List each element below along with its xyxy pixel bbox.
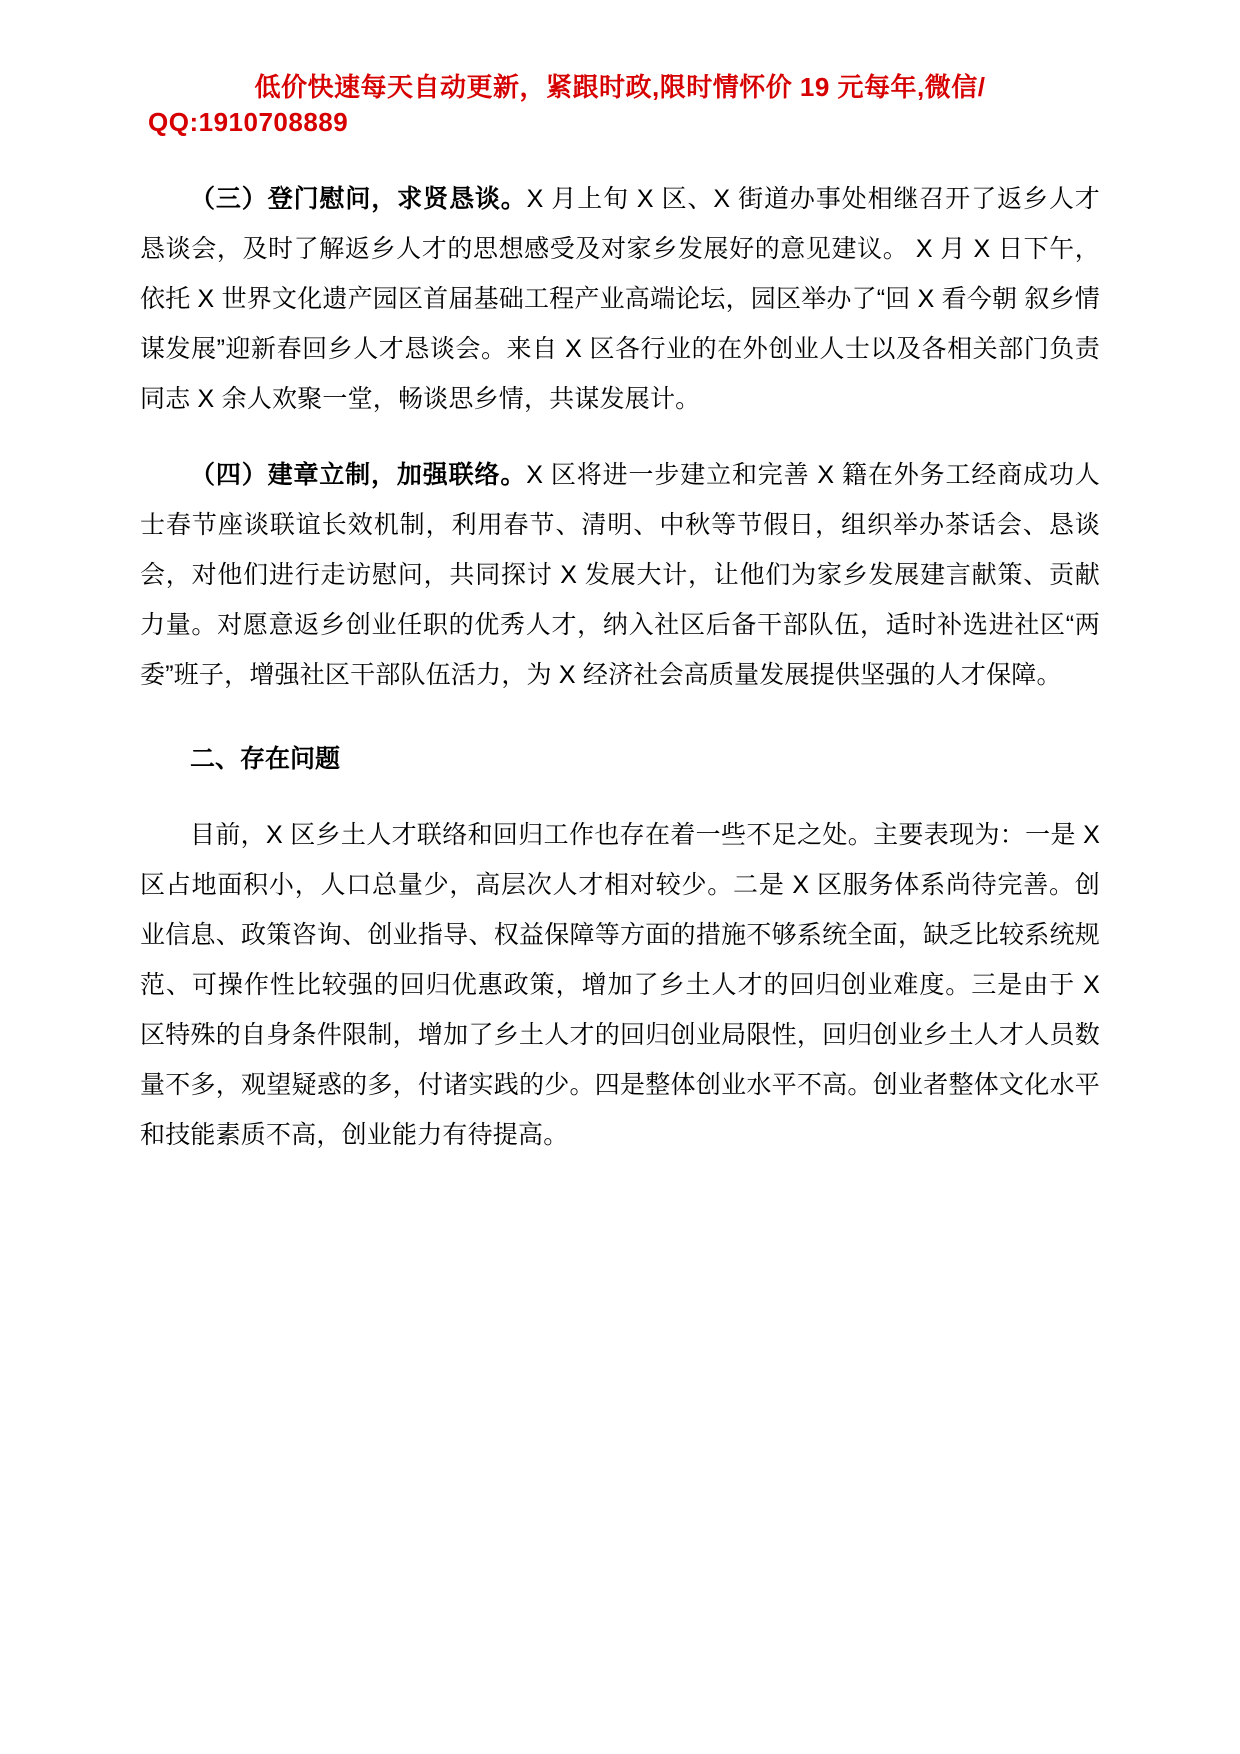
paragraph-four-lead: （四）建章立制，加强联络。 — [190, 461, 527, 490]
paragraph-section-four — [140, 450, 1100, 700]
paragraph-three-lead: （三）登门慰问，求贤恳谈。 — [190, 185, 527, 214]
promo-banner — [140, 70, 1100, 140]
promo-banner-line-1: 低价快速每天自动更新，紧跟时政,限时情怀价 19 元每年,微信/ — [254, 72, 986, 102]
section-heading-two: 二、存在问题 — [190, 745, 341, 774]
paragraph-four-text: X 区将进一步建立和完善 X 籍在外务工经商成功人士春节座谈联谊长效机制，利用春节、清明、中秋等节假日，组织举办茶话会、恳谈会，对他们进行走访慰问，共同探讨 X 发展大计，让他们为家乡发展建言献策、贡献力量。对愿意返乡创业任职的优秀人才，纳入社区后备干部队伍，适时补选进社区“两委”班子，增强社区干部队伍活力，为 X 经济社会高质量发展提供坚强的人才保障。 — [140, 461, 1100, 690]
paragraph-section-two-body: 目前，X 区乡土人才联络和回归工作也存在着一些不足之处。主要表现为：一是 X 区占地面积小，人口总量少，高层次人才相对较少。二是 X 区服务体系尚待完善。创业信息、政策咨询、创业指导、权益保障等方面的措施不够系统全面，缺乏比较系统规范、可操作性比较强的回归优惠政策，增加了乡土人才的回归创业难度。三是由于 X 区特殊的自身条件限制，增加了乡土人才的回归创业局限性，回归创业乡土人才人员数量不多，观望疑惑的多，付诸实践的少。四是整体创业水平不高。创业者整体文化水平和技能素质不高，创业能力有待提高。 — [140, 821, 1100, 1150]
paragraph-section-three — [140, 174, 1100, 424]
paragraph-three-text: X 月上旬 X 区、X 街道办事处相继召开了返乡人才恳谈会，及时了解返乡人才的思想感受及对家乡发展好的意见建议。 X 月 X 日下午，依托 X 世界文化遗产园区首届基础工程产业高端论坛，园区举办了“回 X 看今朝 叙乡情 谋发展”迎新春回乡人才恳谈会。来自 X 区各行业的在外创业人士以及各相关部门负责同志 X 余人欢聚一堂，畅谈思乡情，共谋发展计。 — [140, 185, 1101, 414]
document-body — [140, 174, 1100, 1160]
promo-banner-line-2: QQ:1910708889 — [148, 107, 349, 138]
